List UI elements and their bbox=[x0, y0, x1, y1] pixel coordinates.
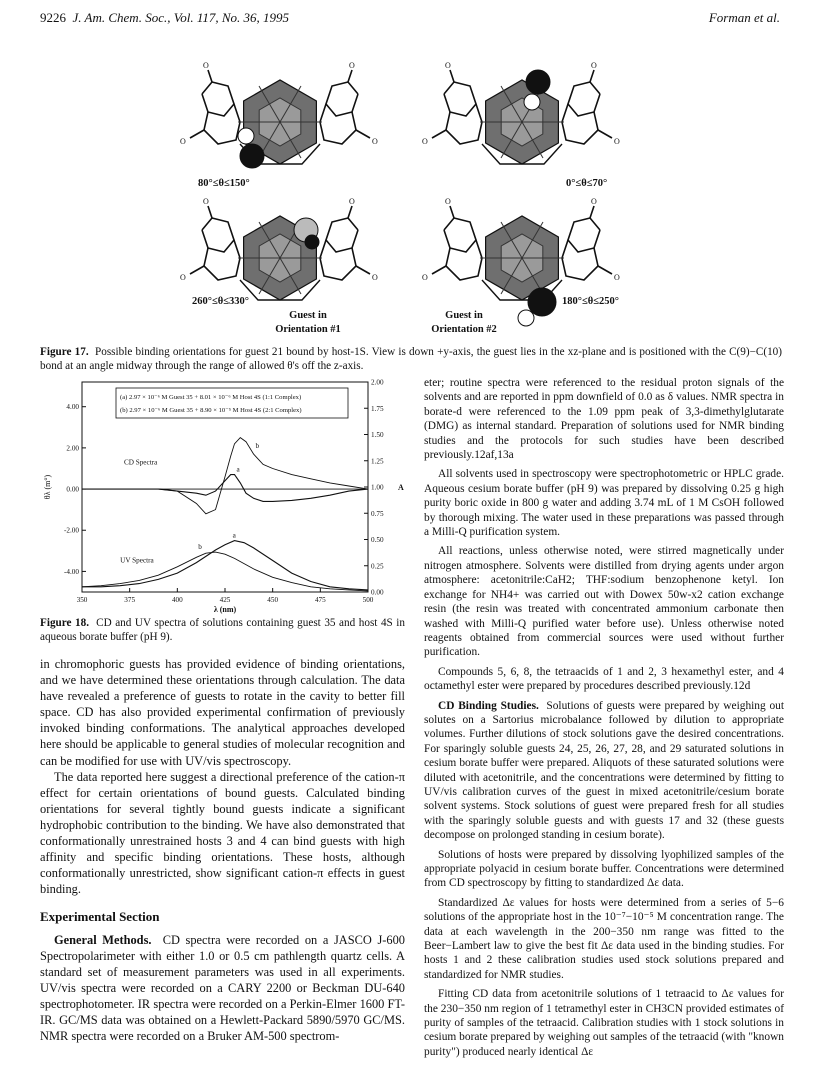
host-ring bbox=[568, 82, 600, 116]
x-tick-label: 500 bbox=[362, 596, 374, 604]
paragraph: CD Binding Studies. Solutions of guests were prepared by weighing out solutes on a Sartorius microbalance followed by dilution to appropriate volumes. Further dilutions of stock solutions gave the desired concentrations. For sparingly soluble guests 24, 25, 26, 27, 28, and 29 saturated solutions in cesium borate buffer were prepared. Aliquots of these saturated solutions were diluted with acetonitrile, and the concentrations were determined by fitting to UV/vis calibration curves of the guest in mixed acetonitrile/cesium borate solvent systems. Stock solutions of guest were prepared fresh for all studies with the sparingly soluble guests and with guests 17 and 32 (these guests decompose on prolonged standing in cesium borate). bbox=[424, 699, 784, 842]
atom-label: O bbox=[203, 197, 209, 206]
y-right-tick-label: 2.00 bbox=[371, 378, 384, 387]
bond bbox=[450, 206, 454, 218]
orientation-range-label: 80°≤θ≤150° bbox=[198, 178, 250, 189]
atom-label: O bbox=[372, 137, 378, 146]
orientation-range-label: 0°≤θ≤70° bbox=[566, 178, 608, 189]
left-column-text bbox=[40, 656, 405, 1044]
annotation-cd: CD Spectra bbox=[123, 458, 158, 467]
host-guest-molecule bbox=[422, 61, 620, 164]
host-ring bbox=[562, 104, 598, 144]
host-ring bbox=[326, 218, 358, 252]
cation-sphere bbox=[526, 70, 550, 94]
host-guest-molecule bbox=[180, 197, 378, 300]
y-tick-label: -2.00 bbox=[64, 526, 79, 535]
y-right-tick-label: 0.00 bbox=[371, 588, 384, 597]
figure-17 bbox=[170, 32, 650, 340]
author-running-head: Forman et al. bbox=[708, 10, 780, 25]
atom-label: O bbox=[349, 197, 355, 206]
x-tick-label: 450 bbox=[267, 596, 279, 604]
atom-label: O bbox=[614, 273, 620, 282]
cation-sphere bbox=[528, 288, 556, 316]
bond bbox=[190, 130, 204, 138]
x-tick-label: 475 bbox=[314, 596, 326, 604]
right-column-text bbox=[424, 376, 784, 1059]
bond bbox=[356, 266, 370, 274]
atom-label: O bbox=[591, 61, 597, 70]
atom-label: O bbox=[614, 137, 620, 146]
host-ring bbox=[202, 218, 234, 252]
section-heading: Experimental Section bbox=[40, 909, 160, 925]
host-guest-molecule bbox=[180, 61, 378, 168]
bond bbox=[432, 266, 446, 274]
atom-label: O bbox=[372, 273, 378, 282]
x-tick-label: 350 bbox=[76, 596, 88, 604]
bond bbox=[190, 266, 204, 274]
cation-sphere bbox=[238, 128, 254, 144]
atom-label: O bbox=[180, 137, 186, 146]
y-right-tick-label: 1.00 bbox=[371, 483, 384, 492]
atom-label: O bbox=[422, 273, 428, 282]
x-axis-label: λ (nm) bbox=[213, 605, 237, 614]
figure-18 bbox=[40, 374, 405, 614]
y-right-tick-label: 1.50 bbox=[371, 431, 384, 439]
cation-sphere bbox=[305, 235, 319, 249]
guest-orientation-label: Orientation #1 bbox=[275, 324, 341, 335]
cation-sphere bbox=[524, 94, 540, 110]
host-ring bbox=[320, 104, 356, 144]
bond bbox=[450, 70, 454, 82]
atom-label: O bbox=[180, 273, 186, 282]
figure-18-caption: Figure 18. CD and UV spectra of solutions containing guest 35 and host 4S in aqueous borate buffer (pH 9). bbox=[40, 617, 405, 643]
host-ring bbox=[320, 240, 356, 280]
orientation-range-label: 260°≤θ≤330° bbox=[192, 296, 249, 307]
y-tick-label: 2.00 bbox=[66, 444, 79, 453]
bond bbox=[590, 70, 594, 82]
paragraph: in chromophoric guests has provided evidence of binding orientations, and we have determined these orientations through calculation. The data have revealed a preference of guests to rotate in the cavity to better fill space. CD has also provided experimental confirmation of previously invoked binding conformations. The analytical approaches developed here should be applicable to general studies of molecular recognition and can be modified for use with UV/vis spectroscopy. bbox=[40, 657, 405, 768]
host-ring bbox=[562, 240, 598, 280]
y-tick-label: 4.00 bbox=[66, 403, 79, 412]
series-line bbox=[82, 438, 368, 514]
x-tick-label: 400 bbox=[171, 596, 183, 604]
host-ring bbox=[444, 82, 476, 116]
paragraph: Compounds 5, 6, 8, the tetraacids of 1 and 2, 3 hexamethyl ester, and 4 octamethyl ester were prepared by procedures described previously.12d bbox=[424, 665, 784, 693]
paragraph: All solvents used in spectroscopy were spectrophotometric or HPLC grade. Aqueous cesium borate buffer (pH 9) was prepared by dissolving 0.25 g high purity boric oxide in 800 g water and adding 3.74 mL of 1 M CsOH followed by thorough mixing. The water used in these preparations was passed through a Milli-Q purification system. bbox=[424, 468, 784, 539]
legend-entry: (a) 2.97 × 10⁻⁶ M Guest 35 + 8.01 × 10⁻⁶ M Host 4S (1:1 Complex) bbox=[120, 394, 302, 401]
guest-orientation-label: Guest in bbox=[445, 310, 483, 321]
legend-entry: (b) 2.97 × 10⁻⁶ M Guest 35 + 8.90 × 10⁻⁵ M Host 4S (2:1 Complex) bbox=[120, 407, 302, 414]
y-right-tick-label: 0.75 bbox=[371, 509, 384, 518]
atom-label: O bbox=[445, 61, 451, 70]
x-tick-label: 375 bbox=[124, 596, 136, 604]
atom-label: O bbox=[422, 137, 428, 146]
annotation: a bbox=[236, 465, 240, 474]
paragraph: Standardized Δε values for hosts were determined from a series of 5−6 solutions of the appropriate host in the 10⁻⁷−10⁻⁵ M concentration range. The data at each wavelength in the 200−350 nm range was fitted to the Beer−Lambert law to give the best fit Δε data used in the binding studies. For hosts 1 and 2 these calibration studies used stock solutions prepared and standardized for NMR studies. bbox=[424, 896, 784, 981]
paragraph: Solutions of hosts were prepared by dissolving lyophilized samples of the appropriate polyacid in cesium borate buffer. Concentrations were determined from CD spectroscopy by fitting to standardized Δε data. bbox=[424, 848, 784, 890]
host-ring bbox=[446, 104, 482, 144]
host-ring bbox=[204, 240, 240, 280]
paragraph: The data reported here suggest a directional preference of the cation-π effect for certain orientations of bound guests. Calculated binding orientations for several tightly bound guests indicate a significant hydrophobic contribution to the binding. We have also demonstrated that conformationally unrestrained hosts 3 and 4 can bind guests with high affinity and specific binding orientations. These hosts, although conformationally unrestricted, show significant cation-π effects in guest binding. bbox=[40, 769, 405, 897]
atom-label: O bbox=[445, 197, 451, 206]
bond bbox=[432, 130, 446, 138]
journal-citation: J. Am. Chem. Soc., Vol. 117, No. 36, 1995 bbox=[72, 10, 290, 25]
y-tick-label: -4.00 bbox=[64, 567, 79, 576]
figure-17-caption: Figure 17. Possible binding orientations for guest 21 bound by host-1S. View is down +y-axis, the guest lies in the xz-plane and is positioned with the C(9)−C(10) bond at an angle midway through the range of allowed θ's off the z-axis. bbox=[40, 346, 783, 372]
paragraph: All reactions, unless otherwise noted, were stirred magnetically under nitrogen atmosphere. Solvents were distilled from drying agents under argon atmosphere: acetonitrile:CaH2; THF:sodium benzophenone ketyl. Ion exchange for NH4+ was carried out with Dowex 50w-x2 cation exchange resin (the resin was treated with concentrated ammonium carbonate then washed with Milli-Q purified water before use). Unless otherwise noted reagents obtained from commercial sources were used without further purification. bbox=[424, 545, 784, 659]
host-ring bbox=[204, 104, 240, 144]
y-right-tick-label: 0.50 bbox=[371, 536, 384, 544]
annotation: b bbox=[198, 542, 202, 551]
host-ring bbox=[202, 82, 234, 116]
y-tick-label: 0.00 bbox=[66, 485, 79, 494]
paragraph: Fitting CD data from acetonitrile solutions of 1 tetraacid to Δε values for the 230−350 nm region of 1 tetramethyl ester in CH3CN provided estimates of purity of samples of the tetraacid. Calibration studies with 1 stock solutions in cesium borate prepared by weighing out samples of the tetraacid (with "known purity") produced nearly identical Δε bbox=[424, 988, 784, 1058]
atom-label: O bbox=[591, 197, 597, 206]
y-right-tick-label: 1.25 bbox=[371, 457, 384, 466]
orientation-range-label: 180°≤θ≤250° bbox=[562, 296, 619, 307]
host-ring bbox=[446, 240, 482, 280]
y-right-tick-label: 1.75 bbox=[371, 404, 384, 413]
paragraph: General Methods. CD spectra were recorded on a JASCO J-600 Spectropolarimeter with either 1.0 or 0.5 cm pathlength quartz cells. A standard set of measurement parameters was used in all experiments. UV/vis spectra were recorded on a CARY 2200 or Beckman DU-640 spectrophotometer. IR spectra were recorded on a Perkin-Elmer 1600 FT-IR. GC/MS data was obtained on a Hewlett-Packard 5890/5970 GC/MS. NMR spectra were recorded on a Bruker AM-500 spectrom- bbox=[40, 932, 405, 1044]
bond bbox=[356, 130, 370, 138]
annotation: b bbox=[255, 441, 260, 450]
guest-orientation-label: Orientation #2 bbox=[431, 324, 497, 335]
y-axis-label: θλ (m°) bbox=[43, 474, 52, 500]
y-right-tick-label: 0.25 bbox=[371, 562, 384, 571]
running-header bbox=[40, 10, 780, 28]
bond bbox=[348, 206, 352, 218]
annotation: a bbox=[232, 531, 236, 540]
host-ring bbox=[444, 218, 476, 252]
cation-sphere bbox=[240, 144, 264, 168]
bond bbox=[208, 70, 212, 82]
bond bbox=[598, 130, 612, 138]
cation-sphere bbox=[518, 310, 534, 326]
atom-label: O bbox=[349, 61, 355, 70]
y-right-axis-label: A bbox=[398, 483, 404, 492]
atom-label: O bbox=[203, 61, 209, 70]
paragraph: eter; routine spectra were referenced to the residual proton signals of the solvents and are reported in ppm downfield of 0.0 as δ values. NMR spectra in borate-d were referenced to the 1.09 ppm peak of 3,3-dimethylglutarate (DMG) as internal standard. Preparation of solutions used for NMR binding studies and the protocols for such studies have been described previously.12af,13a bbox=[424, 377, 784, 462]
figure-17-graphic bbox=[170, 32, 650, 340]
host-ring bbox=[568, 218, 600, 252]
bond bbox=[598, 266, 612, 274]
x-tick-label: 425 bbox=[219, 596, 231, 604]
bond bbox=[590, 206, 594, 218]
bond bbox=[348, 70, 352, 82]
annotation-uv: UV Spectra bbox=[120, 556, 154, 565]
figure-18-chart bbox=[40, 374, 405, 614]
series-line bbox=[82, 475, 368, 502]
bond bbox=[208, 206, 212, 218]
guest-orientation-label: Guest in bbox=[289, 310, 327, 321]
host-ring bbox=[326, 82, 358, 116]
page-number: 9226 bbox=[40, 10, 66, 25]
